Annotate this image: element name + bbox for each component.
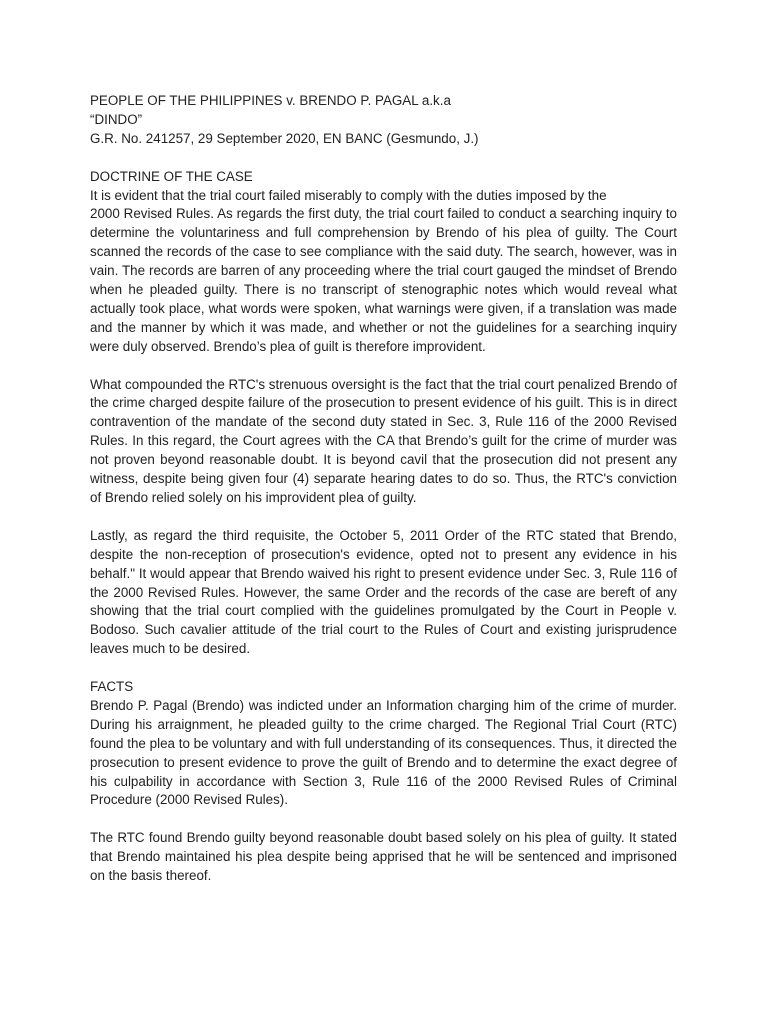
case-citation: G.R. No. 241257, 29 September 2020, EN BANC (Gesmundo, J.) [90,130,479,146]
doctrine-paragraph-3: Lastly, as regard the third requisite, the October 5, 2011 Order of the RTC stated that Brendo, despite the non-reception of prosecution's evidence, opted not to present any evidence in his behalf." It would appear that Brendo waived his right to present evidence under Sec. 3, Rule 116 of the 2000 Revised Rules. However, the same Order and the records of the case are bereft of any showing that the trial court complied with the guidelines promulgated by the Court in People v. Bodoso. Such cavalier attitude of the trial court to the Rules of Court and existing jurisprudence leaves much to be desired. [90,527,677,657]
facts-heading: FACTS [90,679,134,695]
spacer [90,508,677,527]
spacer [90,810,677,829]
document-page [90,92,677,886]
doctrine-paragraph-1: 2000 Revised Rules. As regards the first duty, the trial court failed to conduct a searching inquiry to determine the voluntariness and full comprehension by Brendo of his plea of guilty. The Court scanned the records of the case to see compliance with the said duty. The search, however, was in vain. The records are barren of any proceeding where the trial court gauged the mindset of Brendo when he pleaded guilty. There is no transcript of stenographic notes which would reveal what actually took place, what words were spoken, what warnings were given, if a translation was made and the manner by which it was made, and whether or not the guidelines for a searching inquiry were duly observed. Brendo’s plea of guilt is therefore improvident. [90,206,677,354]
facts-paragraph-1: Brendo P. Pagal (Brendo) was indicted under an Information charging him of the crime of murder. During his arraignment, he pleaded guilty to the crime charged. The Regional Trial Court (RTC) found the plea to be voluntary and with full understanding of its consequences. Thus, it directed the prosecution to present evidence to prove the guilt of Brendo and to determine the exact degree of his culpability in accordance with Section 3, Rule 116 of the 2000 Revised Rules of Criminal Procedure (2000 Revised Rules). [90,697,677,808]
doctrine-heading: DOCTRINE OF THE CASE [90,168,253,184]
facts-paragraph-2: The RTC found Brendo guilty beyond reasonable doubt based solely on his plea of guilty. It stated that Brendo maintained his plea despite being apprised that he will be sentenced and imprisoned on the basis thereof. [90,830,677,884]
case-title-line-1: PEOPLE OF THE PHILIPPINES v. BRENDO P. PAGAL a.k.a [90,93,451,108]
case-title-line-2: “DINDO” [90,111,143,127]
spacer [90,659,677,678]
spacer [90,149,677,168]
doctrine-paragraph-1-first-line: It is evident that the trial court failed miserably to comply with the duties imposed by the [90,187,607,203]
spacer [90,357,677,376]
doctrine-paragraph-2: What compounded the RTC's strenuous oversight is the fact that the trial court penalized Brendo of the crime charged despite failure of the prosecution to present evidence of his guilt. This is in direct contravention of the mandate of the second duty stated in Sec. 3, Rule 116 of the 2000 Revised Rules. In this regard, the Court agrees with the CA that Brendo’s guilt for the crime of murder was not proven beyond reasonable doubt. It is beyond cavil that the prosecution did not present any witness, despite being given four (4) separate hearing dates to do so. Thus, the RTC's conviction of Brendo relied solely on his improvident plea of guilty. [90,376,677,505]
